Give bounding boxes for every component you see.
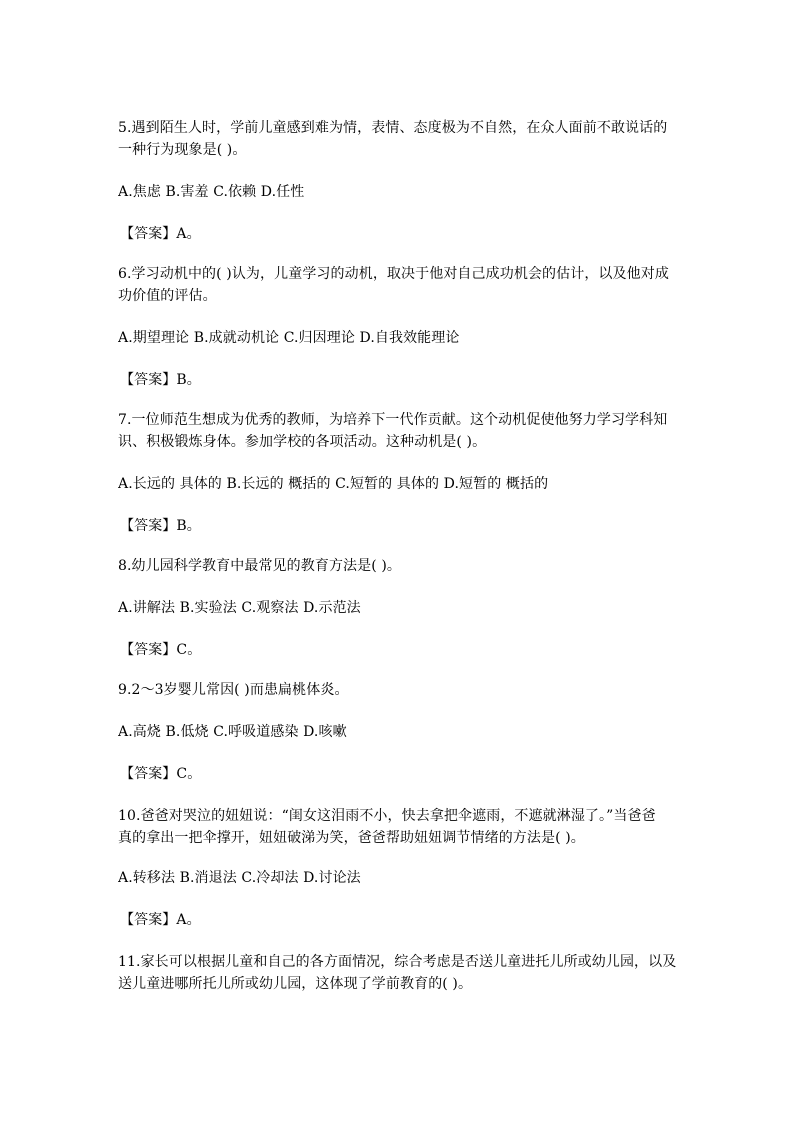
question-10-stem-line-1: 10.爸爸对哭泣的妞妞说：“闺女这泪雨不小，快去拿把伞遮雨，不遮就淋湿了。”当爸爸 [118,808,656,824]
question-5-answer: 【答案】A。 [120,226,201,242]
question-8-stem-line-1: 8.幼儿园科学教育中最常见的教育方法是( )。 [118,558,402,574]
question-5-options: A.焦虑 B.害羞 C.依赖 D.任性 [118,184,305,200]
question-7-answer: 【答案】B。 [120,518,201,534]
question-9-answer: 【答案】C。 [120,766,202,782]
question-6-answer: 【答案】B。 [120,372,201,388]
question-10-options: A.转移法 B.消退法 C.冷却法 D.讨论法 [118,870,361,886]
question-8-options: A.讲解法 B.实验法 C.观察法 D.示范法 [118,600,361,616]
question-6-stem-line-2: 功价值的评估。 [118,288,217,304]
question-5-stem-line-1: 5.遇到陌生人时，学前儿童感到难为情，表情、态度极为不自然，在众人面前不敢说话的 [118,120,668,136]
question-7-options: A.长远的 具体的 B.长远的 概括的 C.短暂的 具体的 D.短暂的 概括的 [118,476,549,492]
question-11-stem-line-2: 送儿童进哪所托儿所或幼儿园，这体现了学前教育的( )。 [118,976,473,992]
question-7-stem-line-2: 识、积极锻炼身体。参加学校的各项活动。这种动机是( )。 [118,434,487,450]
question-7-stem-line-1: 7.一位师范生想成为优秀的教师，为培养下一代作贡献。这个动机促使他努力学习学科知 [118,412,668,428]
question-6-stem-line-1: 6.学习动机中的( )认为，儿童学习的动机，取决于他对自己成功机会的估计，以及他对成 [118,266,669,282]
question-6-options: A.期望理论 B.成就动机论 C.归因理论 D.自我效能理论 [118,330,460,346]
question-9-options: A.高烧 B.低烧 C.呼吸道感染 D.咳嗽 [118,724,347,740]
question-5-stem-line-2: 一种行为现象是( )。 [118,142,247,158]
question-8-answer: 【答案】C。 [120,642,202,658]
question-9-stem-line-1: 9.2～3岁婴儿常因( )而患扁桃体炎。 [118,682,349,698]
question-10-stem-line-2: 真的拿出一把伞撑开，妞妞破涕为笑，爸爸帮助妞妞调节情绪的方法是( )。 [118,830,585,846]
question-10-answer: 【答案】A。 [120,912,201,928]
question-11-stem-line-1: 11.家长可以根据儿童和自己的各方面情况，综合考虑是否送儿童进托儿所或幼儿园，以及 [118,954,677,970]
